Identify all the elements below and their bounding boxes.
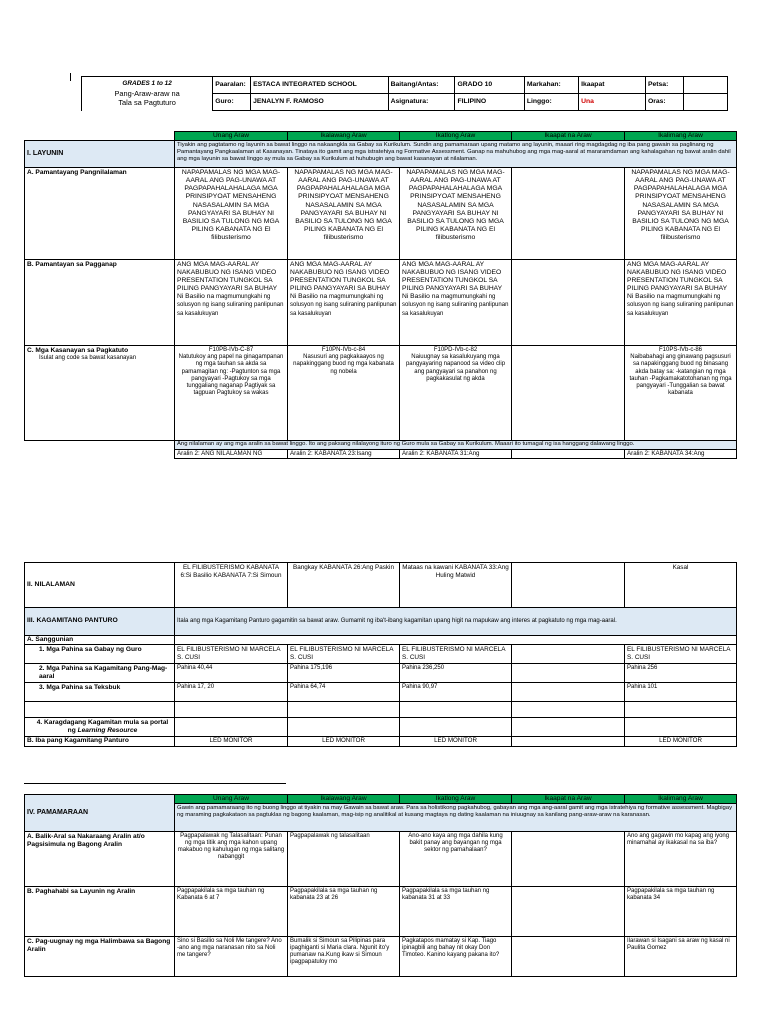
kasanayan-label: C. Mga Kasanayan sa Pagkatuto — [27, 347, 129, 354]
karagdagan-d1 — [175, 718, 288, 737]
pangnilalaman-d3: NAPAPAMALAS NG MGA MAG-AARAL ANG PAG-UNAWA AT PAGPAPAHALAHALAGA MGA PRINSIPYOAT MENSAHENG NASASALAMIN SA MGA PANGYAYARI SA BUHAY NI BASILIO SA TULONG NG MGA PILING KABANATA NG El filibusterismo — [400, 168, 512, 260]
pag-uugnay-d1: Sino si Basilio sa Noli Me tangere? Ano -ano ang mga naranasan nito sa Noli me tangere? — [175, 936, 288, 976]
oras-label: Oras: — [645, 94, 683, 111]
balik-d1: Pagpapalawak ng Talasalitaan: Punan ng mga titik ang mga kahon upang makabuo ng kahulugan ng mga salitang nabanggit — [175, 831, 288, 886]
nilalaman-d5: Kasal — [625, 563, 737, 608]
gabay-d5: EL FILIBUSTERISMO NI MARCELA S. CUSI — [625, 645, 737, 664]
petsa-value — [683, 77, 727, 94]
pag-uugnay-d3: Pagkatapos mamatay si Kap. Tiago ipinagbili ang bahay nit okay Don Timoteo. Kanino kayang pakana ito? — [400, 936, 512, 976]
balik-d4 — [512, 831, 625, 886]
paghahabi-d5: Pagpapakilala sa mga tauhan ng kabanata 34 — [625, 886, 737, 936]
day-header-1: Unang Araw — [175, 132, 288, 141]
pamamaraan-table — [24, 794, 737, 977]
kasanayan-d1 — [175, 346, 288, 441]
pag-uugnay-label: C. Pag-uugnay ng mga Halimbawa sa Bagong Aralin — [25, 936, 175, 976]
kagamitan-pahina-d4 — [512, 664, 625, 683]
asignatura-value: FILIPINO — [455, 94, 524, 111]
pagganap-d3-rest: magmumungkahi ng solusyon ng isang suliraning panlipunan sa kasalukuyan — [402, 294, 509, 317]
nilalaman-table — [24, 562, 737, 747]
kasanayan-d3 — [400, 346, 512, 441]
kagamitan-pahina-d2: Pahina 175,196 — [288, 664, 400, 683]
pagganap-d3 — [400, 260, 512, 346]
pagganap-d2 — [288, 260, 400, 346]
kasanayan-label-cell — [25, 346, 175, 441]
baitang-value: GRADO 10 — [455, 77, 524, 94]
aralin-d1: Aralin 2: ANG NILALAMAN NG — [175, 450, 288, 459]
pangnilalaman-d5: NAPAPAMALAS NG MGA MAG-AARAL ANG PAG-UNAWA AT PAGPAPAHALAHALAGA MGA PRINSIPYOAT MENSAHENG NASASALAMIN SA MGA PANGYAYARI SA BUHAY NI BASILIO SA TULONG NG MGA PILING KABANATA NG El filibusterismo — [625, 168, 737, 260]
markahan-label: Markahan: — [524, 77, 578, 94]
grades-label: GRADES 1 to 12 — [122, 80, 172, 88]
kagamitan-pahina-d3: Pahina 236,250 — [400, 664, 512, 683]
karagdagan-d4 — [512, 718, 625, 737]
balik-d3: Ano-ano kaya ang mga dahila kung bakit panay ang bayangan ng mga sektor ng pamahalaan? — [400, 831, 512, 886]
asignatura-label: Asignatura: — [388, 94, 455, 111]
nilalaman-d1: EL FILIBUSTERISMO KABANATA 6:Si Basilio KABANATA 7:Si Simoun — [175, 563, 288, 608]
kagamitan-label: III. KAGAMITANG PANTURO — [25, 608, 175, 636]
pamamaraan-label: IV. PAMAMARAAN — [25, 795, 175, 832]
iba-d4 — [512, 736, 625, 746]
kasanayan-d2-text: Nasusuri ang pagkakaayos ng napakinggang buod ng mga kabanata ng nobela — [293, 354, 394, 375]
layunin-label: I. LAYUNIN — [25, 141, 175, 168]
kasanayan-d1-code: F10PB-IVb-C-87 — [208, 347, 254, 353]
pagganap-d5-rest: magmumungkahi ng solusyon ng isang suliraning panlipunan sa kasalukuyan — [627, 294, 734, 317]
pag-uugnay-d4 — [512, 936, 625, 976]
sanggunian-blank — [175, 636, 737, 645]
aralin-d5: Aralin 2: KABANATA 34:Ang — [625, 450, 737, 459]
karagdagan-label-em: Learning Resource — [77, 726, 138, 734]
day-header-iv-2: Ikalawang Araw — [288, 795, 400, 804]
nilalaman-d4 — [512, 563, 625, 608]
section-divider — [24, 783, 286, 784]
pagganap-d1 — [175, 260, 288, 346]
teksbuk-d4 — [512, 683, 625, 702]
kasanayan-sublabel: Isulat ang code sa bawat kasanayan — [39, 354, 137, 361]
linggo-value: Una — [579, 94, 646, 111]
day-header-3: Ikatlong Araw — [400, 132, 512, 141]
kasanayan-d5 — [625, 346, 737, 441]
pagganap-d2-rest: magmumungkahi ng solusyon ng isang suliraning panlipunan sa kasalukuyan — [290, 294, 397, 317]
kagamitan-pahina-d5: Pahina 256 — [625, 664, 737, 683]
day-header-5: Ikalimang Araw — [625, 132, 737, 141]
kasanayan-d2 — [288, 346, 400, 441]
karagdagan-d3 — [400, 718, 512, 737]
nilalaman-note: Ang nilalaman ay ang mga aralin sa bawat linggo. Ito ang paksang nilalayong ituro ng Guro mula sa Gabay sa Kurikulum. Maaari ito tumagal ng isa hanggang dalawang linggo. — [175, 441, 737, 450]
pangnilalaman-label: A. Pamantayang Pangnilalaman — [25, 168, 175, 260]
kasanayan-d5-code: F10PS-IVb-c-86 — [658, 347, 703, 353]
kasanayan-d3-code: F10PD-IVb-c-82 — [433, 347, 478, 353]
paaralan-value: ESTACA INTEGRATED SCHOOL — [251, 77, 389, 94]
kasanayan-d4 — [512, 346, 625, 441]
kagamitan-pahina-d1: Pahina 40,44 — [175, 664, 288, 683]
teksbuk-d3: Pahina 90,97 — [400, 683, 512, 702]
kasanayan-d1-text: Natutukoy ang papel na ginagampanan ng mga tauhan sa akda sa pamamagitan ng: -Pagtunton sa mga pangyayari -Pagtukoy sa mga tunggaliang naganap Pagtiyak sa tagpuan Pagtukoy sa wakas — [178, 354, 284, 397]
karagdagan-d2 — [288, 718, 400, 737]
oras-value — [683, 94, 727, 111]
pagganap-label: B. Pamantayan sa Pagganap — [25, 260, 175, 346]
pagganap-d5 — [625, 260, 737, 346]
gabay-label: 1. Mga Pahina sa Gabay ng Guro — [25, 645, 175, 664]
balik-label: A. Balik-Aral sa Nakaraang Aralin at/o Pagsisimula ng Bagong Aralin — [25, 831, 175, 886]
teksbuk-d1: Pahina 17, 20 — [175, 683, 288, 702]
day-header-4: Ikaapat na Araw — [512, 132, 625, 141]
blank-row-label — [25, 702, 175, 718]
iba-d3: LED MONITOR — [400, 736, 512, 746]
corner-mark — [70, 73, 71, 81]
pagganap-d1-rest: magmumungkahi ng solusyon ng isang suliraning panlipunan sa kasalukuyan — [177, 294, 284, 317]
pamamaraan-text: Gawin ang pamamaraang ito ng buong linggo at tiyakin na may Gawain sa bawat araw. Para sa holistikong pagkahubog, gabayan ang mga ang-aaral gamit ang mga istratehiya ng formative assessment. Magbigay ng maraming pagkakataon sa pagtuklas ng bagong kaalaman, mag-isip ng analitikal at kusang magtaya ng dating kaalaman na iniuugnay sa kanilang pang-araw-araw na karanasan. — [175, 803, 737, 831]
day-header-2: Ikalawang Araw — [288, 132, 400, 141]
day-header-iv-5: Ikalimang Araw — [625, 795, 737, 804]
doc-title-line2: Tala sa Pagtuturo — [118, 97, 176, 107]
gabay-d1: EL FILIBUSTERISMO NI MARCELA S. CUSI — [175, 645, 288, 664]
karagdagan-label-cell — [25, 718, 175, 737]
pagganap-d1-caps: ANG MGA MAG-AARAL AY NAKABUBUO NG ISANG VIDEO PRESENTATION TUNGKOL SA PILING PANGYAYARI SA BUHAY Ni Basilio na — [177, 261, 277, 301]
guro-value: JENALYN F. RAMOSO — [251, 94, 389, 111]
markahan-value: Ikaapat — [579, 77, 646, 94]
aralin-d3: Aralin 2: KABANATA 31:Ang — [400, 450, 512, 459]
teksbuk-d5: Pahina 101 — [625, 683, 737, 702]
layunin-text: Tiyakin ang pagtatamo ng layunin sa bawat linggo na nakaangkla sa Gabay sa Kurikulum. Sundin ang pamamaraan upang matamo ang layunin, maaari ring magdagdag ng iba pang gawain sa paglinang ng Pamantayang Pangkaalaman at Kasanayan. Tinataya ito gamit ang mga istratehiya ng Formative Assessment. Ganap na mahuhubog ang mga mag-aaral at mararamdaman ang kahalagahan ng bawat aralin dahil ang mga layunin sa bawat linggo ay mula sa Gabay sa Kurikulum at huhubugin ang bawat kasanayan at nilalaman. — [175, 141, 737, 168]
balik-d5: Ano ang gagawin mo kapag ang iyong minamahal ay ikakasal na sa iba? — [625, 831, 737, 886]
iba-d1: LED MONITOR — [175, 736, 288, 746]
doc-title-cell — [82, 77, 213, 111]
paghahabi-d2: Pagpapakilala sa mga tauhan ng kabanata 23 at 26 — [288, 886, 400, 936]
iba-d2: LED MONITOR — [288, 736, 400, 746]
kagamitan-pahina-label: 2. Mga Pahina sa Kagamitang Pang-Mag-aaral — [25, 664, 175, 683]
iba-d5: LED MONITOR — [625, 736, 737, 746]
day-header-iv-4: Ikaapat na Araw — [512, 795, 625, 804]
paghahabi-label: B. Paghahabi sa Layunin ng Aralin — [25, 886, 175, 936]
sanggunian-label: A. Sanggunian — [25, 636, 175, 645]
baitang-label: Baitang/Antas: — [388, 77, 455, 94]
paghahabi-d3: Pagpapakilala sa mga tauhan ng kabanata 31 at 33 — [400, 886, 512, 936]
day-header-iv-1: Unang Araw — [175, 795, 288, 804]
pag-uugnay-d2: Bumalik si Simoun sa Pilipinas para ipaghiganti si Maria clara. Ngunit ito'y pumanaw na.Kung ikaw si Simoun ipagpapatuloy mo — [288, 936, 400, 976]
guro-label: Guro: — [213, 94, 251, 111]
gabay-d2: EL FILIBUSTERISMO NI MARCELA S. CUSI — [288, 645, 400, 664]
kasanayan-d2-code: F10PN-IVb-c-84 — [321, 347, 366, 353]
pangnilalaman-d1: NAPAPAMALAS NG MGA MAG-AARAL ANG PAG-UNAWA AT PAGPAPAHALAHALAGA MGA PRINSIPYOAT MENSAHENG NASASALAMIN SA MGA PANGYAYARI SA BUHAY NI BASILIO SA TULONG NG MGA PILING KABANATA NG El filibusterismo — [175, 168, 288, 260]
karagdagan-d5 — [625, 718, 737, 737]
teksbuk-label: 3. Mga Pahina sa Teksbuk — [25, 683, 175, 702]
pagganap-d5-caps: ANG MGA MAG-AARAL AY NAKABUBUO NG ISANG VIDEO PRESENTATION TUNGKOL SA PILING PANGYAYARI SA BUHAY Ni Basilio na — [627, 261, 727, 301]
balik-d2: Pagpapalawak ng talasalitaan — [288, 831, 400, 886]
teksbuk-d2: Pahina 64,74 — [288, 683, 400, 702]
kasanayan-d5-text: Naibabahagi ang ginawang pagsusuri sa napakinggang buod ng binasang akda batay sa: -katangian ng mga tauhan -Pagkamakatotohanan ng mga pangyayari -Tunggalian sa bawat kabanata — [629, 354, 732, 397]
pagganap-d4 — [512, 260, 625, 346]
pagganap-d2-caps: ANG MGA MAG-AARAL AY NAKABUBUO NG ISANG VIDEO PRESENTATION TUNGKOL SA PILING PANGYAYARI SA BUHAY Ni Basilio na — [290, 261, 390, 301]
doc-title-line1: Pang-Araw-araw na — [114, 88, 180, 98]
paghahabi-d4 — [512, 886, 625, 936]
header-table — [81, 76, 728, 111]
gabay-d4 — [512, 645, 625, 664]
petsa-label: Petsa: — [645, 77, 683, 94]
paaralan-label: Paaralan: — [213, 77, 251, 94]
kagamitan-text: Itala ang mga Kagamitang Panturo gagamitin sa bawat araw. Gumamit ng iba't-ibang kagamitan upang higit na mapukaw ang interes at pagkatuto ng mga mag-aaral. — [175, 608, 737, 636]
kasanayan-d3-text: Naiuugnay sa kasalukuyang mga pangyayaring napanood sa video clip ang pangyayari sa panahon ng pagkakasulat ng akda — [405, 354, 506, 382]
linggo-label: Linggo: — [524, 94, 578, 111]
pagganap-d3-caps: ANG MGA MAG-AARAL AY NAKABUBUO NG ISANG VIDEO PRESENTATION TUNGKOL SA PILING PANGYAYARI SA BUHAY Ni Basilio na — [402, 261, 502, 301]
nilalaman-d3: Mataas na kawani KABANATA 33:Ang Huling Matwid — [400, 563, 512, 608]
paghahabi-d1: Pagpapakilala sa mga tauhan ng Kabanata 6 at 7 — [175, 886, 288, 936]
iba-label: B. Iba pang Kagamitang Panturo — [25, 736, 175, 746]
karagdagan-label: 4. Karagdagang Kagamitan mula sa portal ng — [36, 719, 169, 734]
pangnilalaman-d4 — [512, 168, 625, 260]
day-header-iv-3: Ikatlong Araw — [400, 795, 512, 804]
nilalaman-label: II. NILALAMAN — [25, 563, 175, 608]
nilalaman-d2: Bangkay KABANATA 26:Ang Paskin — [288, 563, 400, 608]
gabay-d3: EL FILIBUSTERISMO NI MARCELA S. CUSI — [400, 645, 512, 664]
aralin-d4 — [512, 450, 625, 459]
layunin-table — [24, 131, 737, 459]
aralin-d2: Aralin 2: KABANATA 23:Isang — [288, 450, 400, 459]
pag-uugnay-d5: Ilarawan si Isagani sa araw ng kasal ni Paulita Gomez — [625, 936, 737, 976]
pangnilalaman-d2: NAPAPAMALAS NG MGA MAG-AARAL ANG PAG-UNAWA AT PAGPAPAHALAHALAGA MGA PRINSIPYOAT MENSAHENG NASASALAMIN SA MGA PANGYAYARI SA BUHAY NI BASILIO SA TULONG NG MGA PILING KABANATA NG El filibusterismo — [288, 168, 400, 260]
